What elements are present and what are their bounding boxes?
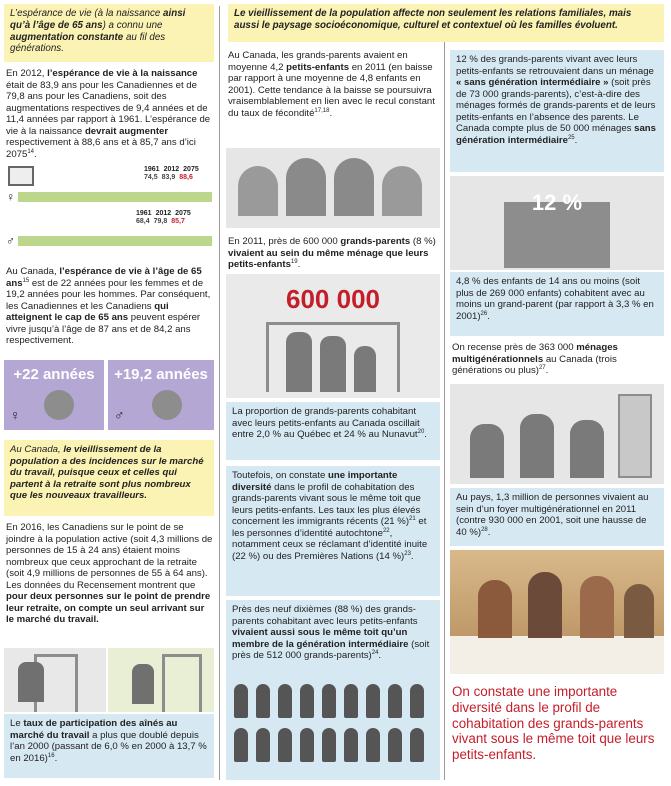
men-years-row: 1961 2012 2075 68,4 79,8 85,7 — [136, 210, 191, 226]
children-cohabit-box — [450, 272, 664, 336]
person-icon — [388, 684, 402, 718]
women-bar — [18, 192, 212, 202]
ageing-header-box — [228, 4, 664, 42]
man-silhouette-icon — [152, 390, 182, 420]
person-icon — [322, 684, 336, 718]
intermediate-generation-box — [226, 600, 440, 780]
person-icon — [388, 728, 402, 762]
new-worker-door-illustration — [4, 648, 106, 712]
senior-participation-box — [4, 714, 214, 778]
provincial-range-text: La proportion de grands-parents cohabitant avec leurs petits-enfants au Canada oscillait entre 2,0 % au Québec et 24 % au Nunavut$^{20}$. — [232, 406, 427, 440]
children-cohabit-text: 4,8 % des enfants de 14 ans ou moins (soit plus de 269 000 enfants) cohabitent avec au moins un grand-parent (par rapport à 3,3 % en 2001)$^{26}$. — [456, 276, 654, 322]
column-divider-right — [444, 6, 445, 780]
female-symbol: ♀ — [10, 407, 21, 424]
person-icon — [366, 728, 380, 762]
multigenerational-paragraph: On recense près de 363 000 ménages multigénérationnels au Canada (trois générations ou plus)$^{27}$. — [452, 342, 618, 376]
skip-generation-text: 12 % des grands-parents vivant avec leurs petits-enfants se retrouvaient dans un ménage « sans génération intermédiaire » (soit près de 73 000 grands-parents), c’est-à-dire des ménages formés de grands-parents et de leurs petits-enfants en l’absence des parents. Le Canada compte plus de 50 000 ménages sans génération intermédiaire$^{25}$. — [456, 54, 657, 146]
skip-generation-percent: 12 % — [531, 190, 583, 215]
person-icon — [410, 684, 424, 718]
male-symbol: ♂ — [6, 234, 15, 248]
person-icon — [256, 728, 270, 762]
person-icon — [344, 684, 358, 718]
diversity-text: Toutefois, on constate une importante diversité dans le profil de cohabitation des grands-parents vivant sous le même toit que leurs petits-enfants. Les taux les plus élevés concernent les immigrants récents (21 %)$^{21}$ et les personnes d’identité autochtone$^{22}$, notamment ceux se réclamant d’identité inuite (22 %) ou des Premières Nations (14 %)$^{23}$. — [232, 470, 428, 562]
women-years-box — [4, 360, 104, 430]
person-icon — [410, 728, 424, 762]
life-expectancy-paragraph: En 2012, l’espérance de vie à la naissance était de 83,9 ans pour les Canadiennes et de 79,8 ans pour les Canadiens, soit des augmentations respectives de 9,4 années et de 11,4 années par rapport à 1961. L’espérance de vie à la naissance devrait augmenter respectivement à 88,6 ans et à 85,7 ans d’ici 2075$^{14}$. — [6, 68, 211, 160]
provincial-range-box — [226, 402, 440, 460]
woman-silhouette-icon — [44, 390, 74, 420]
person-icon — [344, 728, 358, 762]
multigenerational-growth-text: Au pays, 1,3 million de personnes vivaient au sein d’un foyer multigénérationnel en 2011 (contre 930 000 en 2001, soit une hausse de 40 %)$^{28}$. — [456, 492, 649, 538]
person-icon — [278, 684, 292, 718]
intermediate-generation-text: Près des neuf dixièmes (88 %) des grands-parents cohabitant avec leurs petits-enfants vivaient aussi sous le même toit qu’un membre de la génération intermédiaire (soit près de 512 000 grands-parents)$^{24}$. — [232, 604, 430, 661]
person-icon — [234, 728, 248, 762]
multigenerational-growth-box — [450, 488, 664, 546]
men-bar — [18, 236, 212, 246]
people-pictogram — [234, 684, 432, 772]
column-divider-left — [219, 6, 220, 780]
family-meal-photo — [450, 550, 664, 674]
person-icon — [300, 684, 314, 718]
men-years-label: +19,2 années — [114, 366, 208, 383]
women-years-row: 1961 2012 2075 74,5 83,9 88,6 — [144, 166, 199, 182]
life-expectancy-intro-text: L’espérance de vie (à la naissance ainsi qu’à l’âge de 65 ans) a connu une augmentation constante au fil des générations. — [10, 8, 186, 55]
grandchildren-paragraph: Au Canada, les grands-parents avaient en moyenne 4,2 petits-enfants en 2011 (en baisse par rapport à une moyenne de 4,8 enfants en 2001). Cette tendance à la baisse se poursuivra vraisemblablement en lien avec le recul constant du taux de fécondité$^{17,18}$. — [228, 50, 435, 119]
grandparent-house-illustration — [450, 176, 664, 270]
closing-statement: On constate une importante diversité dans le profil de cohabitation des grands-parents vivant sous le même toit que leurs petits-enfants. — [452, 684, 655, 763]
labour-market-text: Au Canada, le vieillissement de la population a des incidences sur le marché du travail, puisque ceux et celles qui partent à la retraite sont plus nombreux que les nouveaux travailleurs. — [10, 444, 204, 501]
person-icon — [278, 728, 292, 762]
person-icon — [366, 684, 380, 718]
person-icon — [256, 684, 270, 718]
ageing-header-text: Le vieillissement de la population affecte non seulement les relations familiales, mais aussi le paysage socioéconomique, culturel et contextuel où les familles évoluent. — [234, 8, 632, 31]
person-icon — [322, 728, 336, 762]
retirement-paragraph: En 2016, les Canadiens sur le point de se joindre à la population active (soit 4,3 millions de personnes de 15 à 24 ans) étaient moins nombreux que ceux approchant de la retraite (soit 4,9 millions de personnes de 55 à 64 ans). Les données du Recensement montrent que pour deux personnes sur le point de prendre leur retraite, on compte un seul arrivant sur le marché du travail. — [6, 522, 213, 625]
men-years-box — [108, 360, 214, 430]
diversity-box — [226, 466, 440, 596]
male-symbol: ♂ — [114, 407, 125, 424]
life-expectancy-chart — [4, 166, 214, 256]
grandparents-photo-illustration — [226, 148, 440, 228]
kitchen-family-illustration — [450, 384, 664, 484]
life-expectancy-intro-box — [4, 4, 214, 62]
cohabitation-paragraph: En 2011, près de 600 000 grands-parents (8 %) vivaient au sein du même ménage que leurs petits-enfants$^{19}$. — [228, 236, 436, 270]
cohabitation-big-number: 600 000 — [286, 284, 380, 314]
labour-market-box — [4, 440, 214, 516]
senior-participation-text: Le taux de participation des aînés au marché du travail a plus que doublé depuis l’an 2000 (passant de 6,0 % en 2000 à 13,7 % en 2016)$^{16}$. — [10, 718, 207, 764]
person-icon — [234, 684, 248, 718]
retiree-door-illustration — [108, 648, 214, 712]
skip-generation-box — [450, 50, 664, 172]
life-expectancy-65-paragraph: Au Canada, l’espérance de vie à l’âge de 65 ans$^{15}$ est de 22 années pour les femmes et de 19,2 années pour les hommes. Par conséquent, les Canadiennes et les Canadiens qui atteignent le cap de 65 ans peuvent espérer vivre jusqu’à l’âge de 87 ans et de 84,2 ans respectivement. — [6, 266, 211, 346]
family-house-illustration — [226, 274, 440, 398]
women-years-label: +22 années — [13, 366, 95, 383]
person-icon — [300, 728, 314, 762]
female-symbol: ♀ — [6, 190, 15, 204]
house-icon — [8, 166, 34, 186]
